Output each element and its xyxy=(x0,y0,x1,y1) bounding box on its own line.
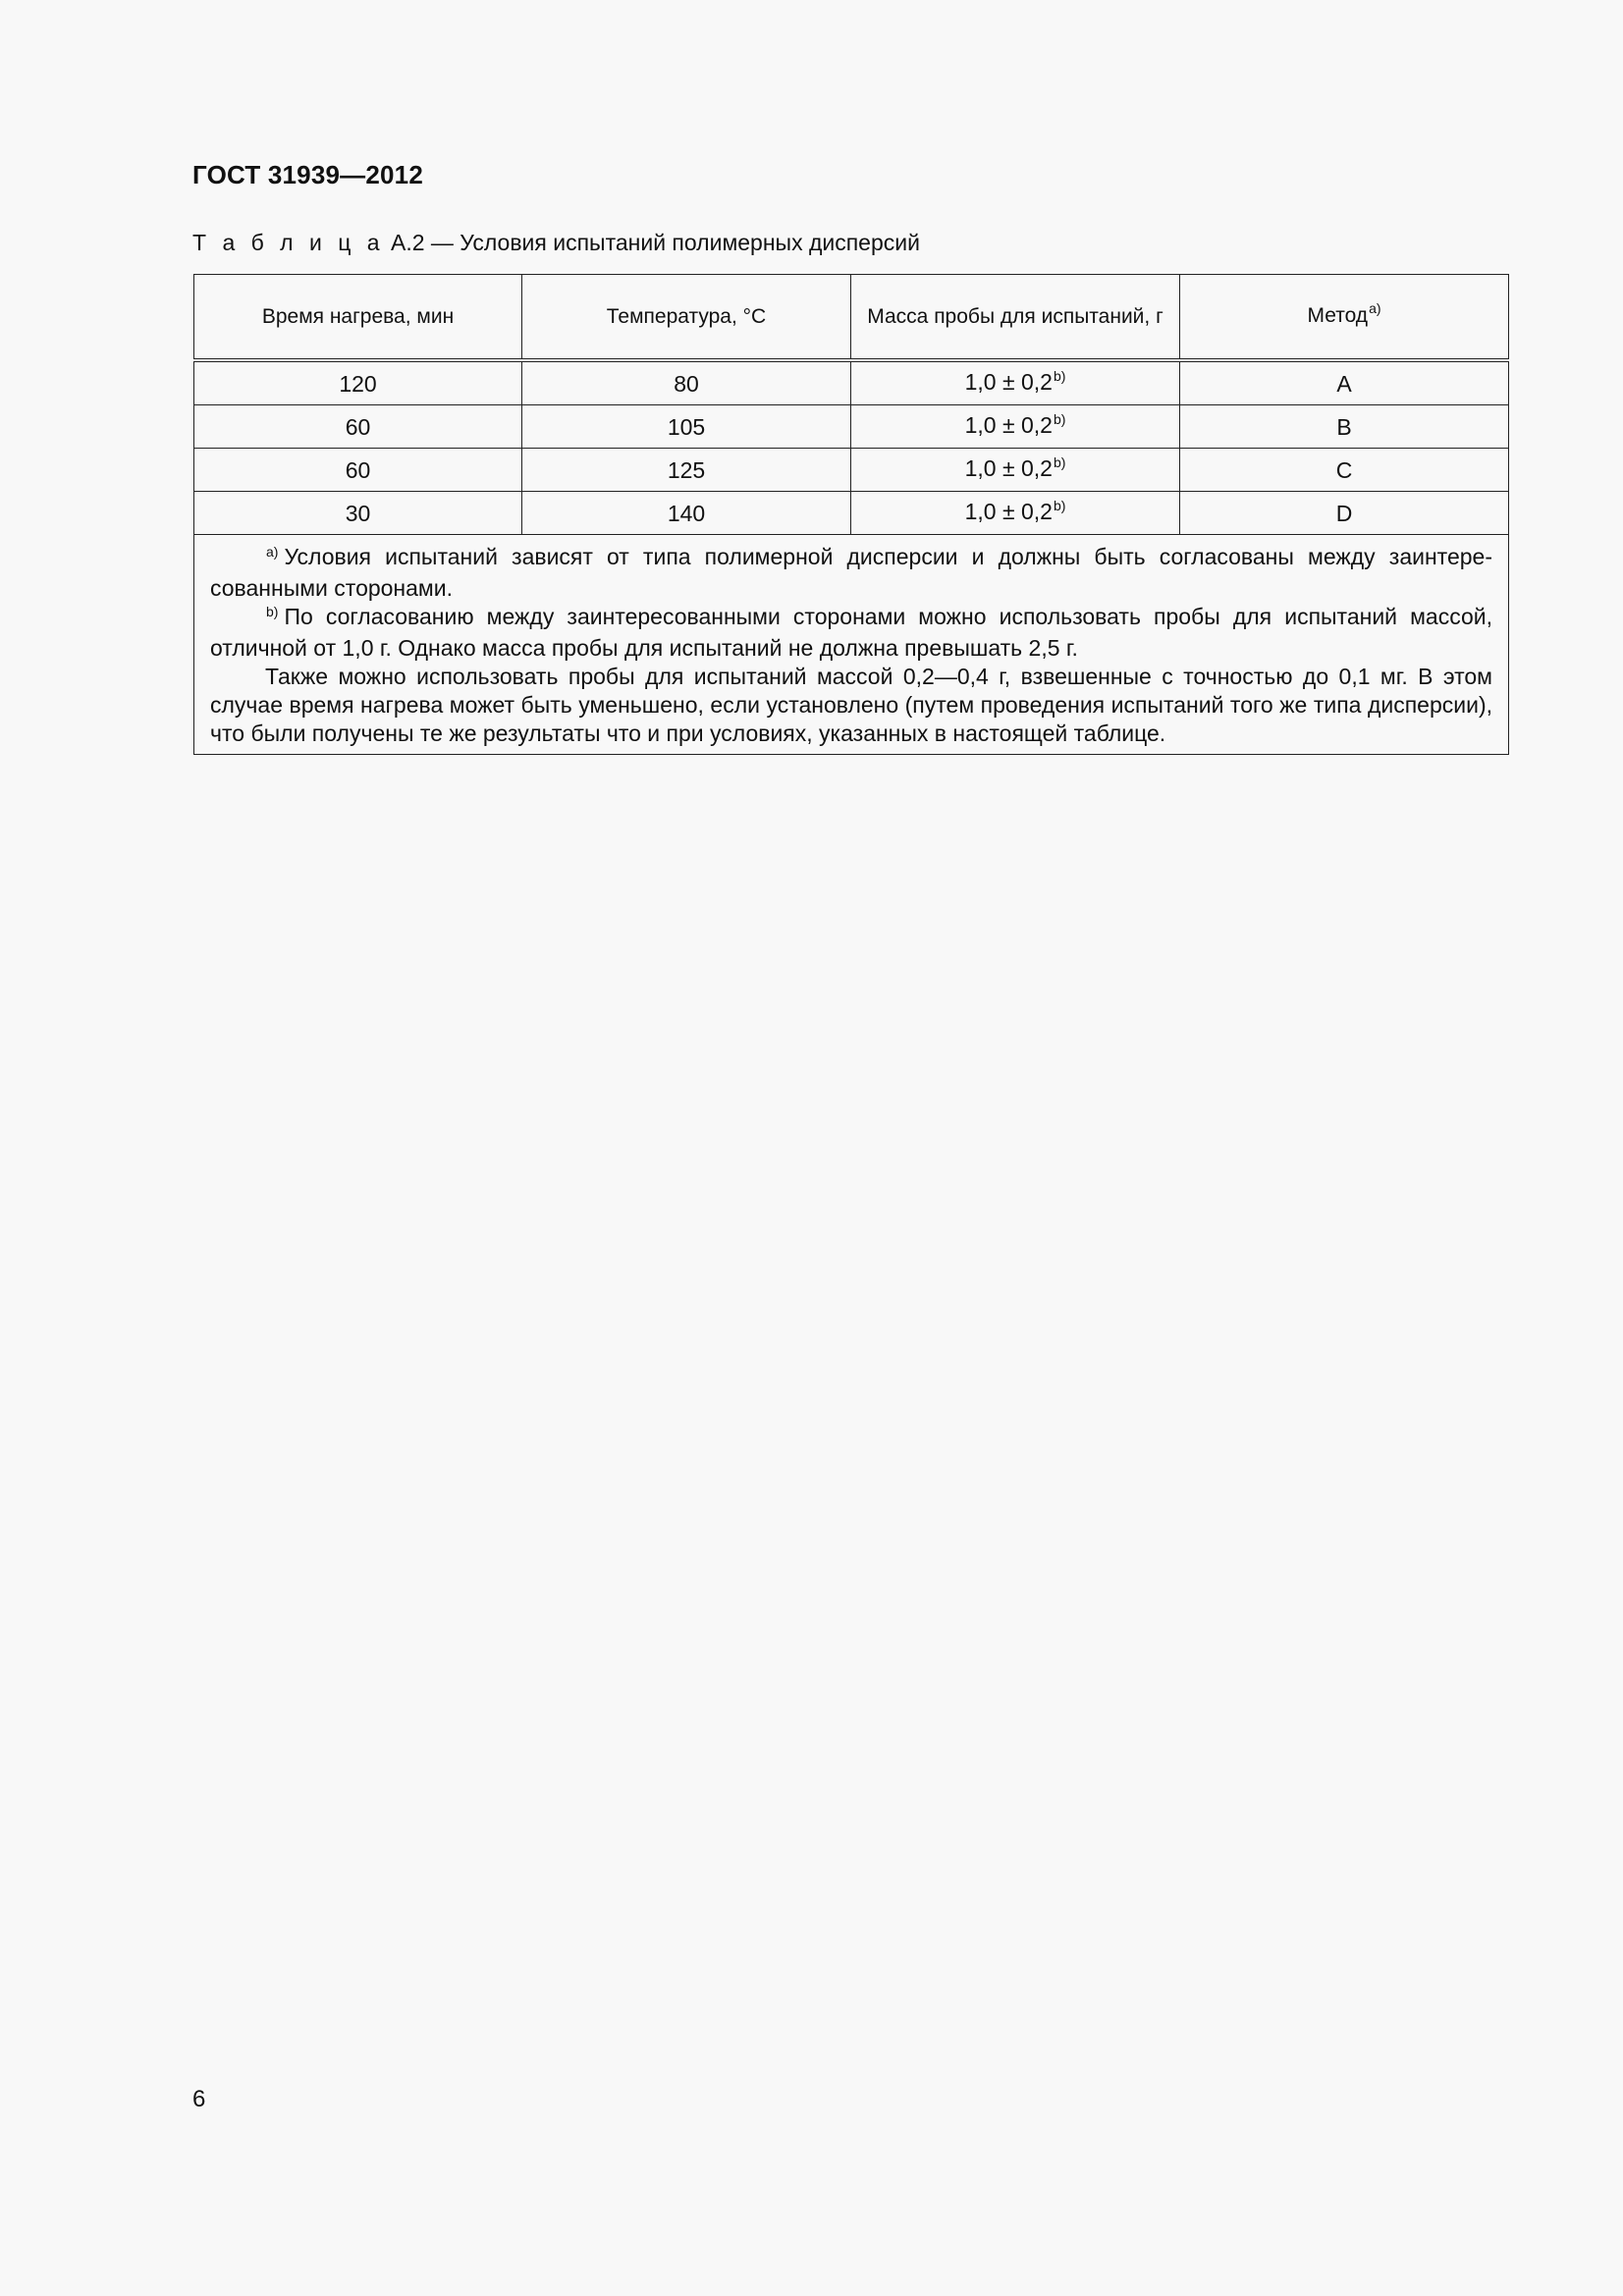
cell-temperature: 105 xyxy=(522,405,851,449)
table-row xyxy=(194,405,1509,449)
footnote-marker-b: b) xyxy=(266,604,279,619)
cell-mass: $1,0 \pm 0,2^{b)}$ xyxy=(851,449,1180,492)
conditions-table xyxy=(193,274,1509,755)
cell-method: B xyxy=(1180,405,1509,449)
table-row xyxy=(194,360,1509,405)
footnote-b-continuation: Также можно использовать пробы для испытаний массой 0,2—0,4 г, взвешенные с точностью до 0,1 мг. В этом случае время нагрева может быть уменьшено, если установлено (путем проведения испытаний того же типа дисперсии), что были получены те же результаты что и при условиях, указанных в настоящей таблице. xyxy=(210,664,1492,746)
table-caption-label: Т а б л и ц а xyxy=(192,230,385,255)
cell-time: 120 xyxy=(194,360,522,405)
table-notes-row xyxy=(194,535,1509,755)
column-header-method: Метод$^{а)}$ xyxy=(1180,275,1509,361)
cell-mass: $1,0 \pm 0,2^{b)}$ xyxy=(851,405,1180,449)
cell-temperature: 80 xyxy=(522,360,851,405)
table-header-row xyxy=(194,275,1509,361)
cell-time: 60 xyxy=(194,449,522,492)
footnote-a: $^{а)}$ Условия испытаний зависят от типа полимерной дисперсии и должны быть согласованы между заинтересованными сторонами. xyxy=(210,544,1492,601)
footnote-marker-b: b) xyxy=(1053,411,1066,427)
table-row xyxy=(194,449,1509,492)
cell-method: C xyxy=(1180,449,1509,492)
cell-time: 60 xyxy=(194,405,522,449)
cell-temperature: 125 xyxy=(522,449,851,492)
table-row xyxy=(194,492,1509,535)
footnote-marker-a: а) xyxy=(266,544,279,560)
document-header: ГОСТ 31939—2012 xyxy=(192,160,423,189)
cell-time: 30 xyxy=(194,492,522,535)
table-caption-title: А.2 — Условия испытаний полимерных дисперсий xyxy=(390,230,920,255)
table-notes xyxy=(194,535,1509,755)
table-caption xyxy=(192,230,920,256)
cell-method: D xyxy=(1180,492,1509,535)
column-header-time: Время нагрева, мин xyxy=(194,275,522,361)
cell-method: A xyxy=(1180,360,1509,405)
cell-mass: $1,0 \pm 0,2^{b)}$ xyxy=(851,492,1180,535)
footnote-marker-a: а) xyxy=(1369,300,1381,316)
cell-temperature: 140 xyxy=(522,492,851,535)
footnote-marker-b: b) xyxy=(1053,498,1066,513)
footnote-marker-b: b) xyxy=(1053,368,1066,384)
column-header-temperature: Температура, °С xyxy=(522,275,851,361)
cell-mass: $1,0 \pm 0,2^{b)}$ xyxy=(851,360,1180,405)
column-header-mass: Масса пробы для испытаний, г xyxy=(851,275,1180,361)
page-number: 6 xyxy=(192,2086,206,2112)
footnote-b: $^{b)}$ По согласованию между заинтересованными сторонами можно использовать пробы для испытаний массой, отличной от 1,0 г. Однако масса пробы для испытаний не должна превышать 2,5 г. xyxy=(210,604,1492,661)
footnote-marker-b: b) xyxy=(1053,454,1066,470)
